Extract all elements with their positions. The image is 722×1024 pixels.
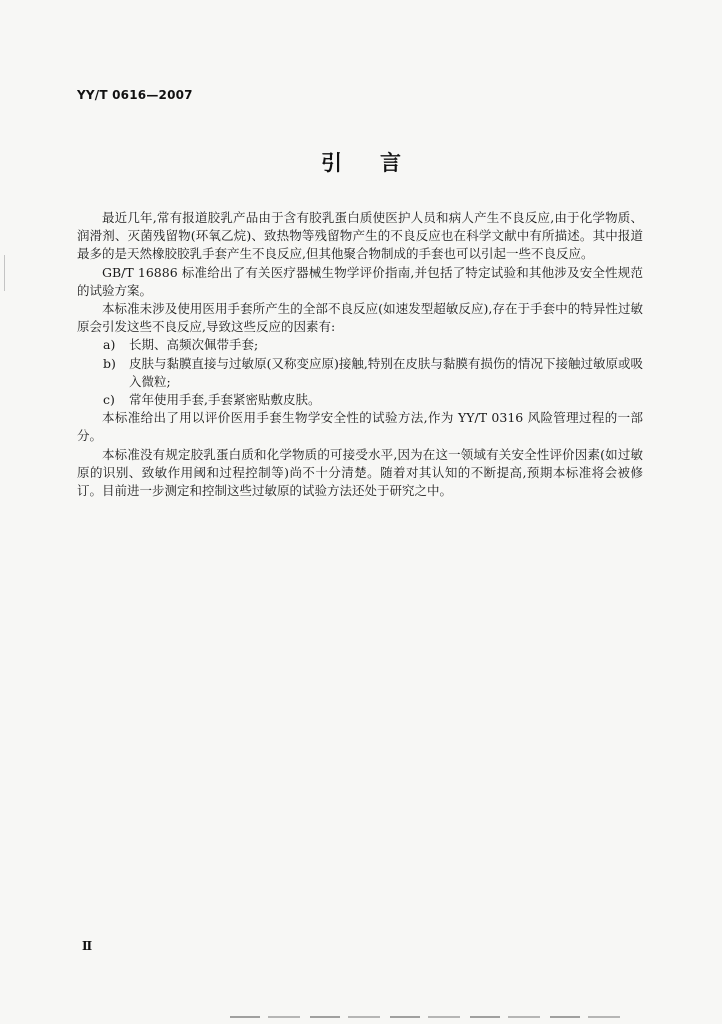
list-item-text: 皮肤与黏膜直接与过敏原(又称变应原)接触,特别在皮肤与黏膜有损伤的情况下接触过敏原或吸入微粒; — [129, 355, 643, 389]
list-item-text: 常年使用手套,手套紧密贴敷皮肤。 — [129, 392, 321, 408]
list-item-marker: c) — [103, 392, 115, 408]
list-item — [77, 355, 643, 391]
scan-artifact-left — [4, 255, 5, 291]
paragraph: GB/T 16886 标准给出了有关医疗器械生物学评价指南,并包括了特定试验和其他涉及安全性规范的试验方案。 — [77, 264, 643, 298]
list-item — [77, 391, 643, 409]
paragraph: 本标准没有规定胶乳蛋白质和化学物质的可接受水平,因为在这一领域有关安全性评价因素(如过敏原的识别、致敏作用阈和过程控制等)尚不十分清楚。随着对其认知的不断提高,预期本标准将会被修订。目前进一步测定和控制这些过敏原的试验方法还处于研究之中。 — [77, 446, 643, 499]
standard-code: YY/T 0616—2007 — [77, 88, 193, 102]
page-title: 引言 — [321, 151, 439, 175]
list-item-marker: b) — [103, 355, 116, 371]
scan-artifact-bottom — [230, 1016, 630, 1018]
list-item-text: 长期、高频次佩带手套; — [129, 337, 259, 353]
paragraph: 最近几年,常有报道胶乳产品由于含有胶乳蛋白质使医护人员和病人产生不良反应,由于化学物质、润滑剂、灭菌残留物(环氧乙烷)、致热物等残留物产生的不良反应也在科学文献中有所描述。其中报道最多的是天然橡胶胶乳手套产生不良反应,但其他聚合物制成的手套也可以引起一些不良反应。 — [77, 210, 643, 262]
body-text — [77, 209, 643, 500]
list-item — [77, 336, 643, 354]
paragraph: 本标准未涉及使用医用手套所产生的全部不良反应(如速发型超敏反应),存在于手套中的特异性过敏原会引发这些不良反应,导致这些反应的因素有: — [77, 301, 643, 335]
paragraph: 本标准给出了用以评价医用手套生物学安全性的试验方法,作为 YY/T 0316 风险管理过程的一部分。 — [77, 410, 643, 444]
list-item-marker: a) — [103, 337, 116, 353]
page-number: Ⅱ — [82, 939, 93, 953]
